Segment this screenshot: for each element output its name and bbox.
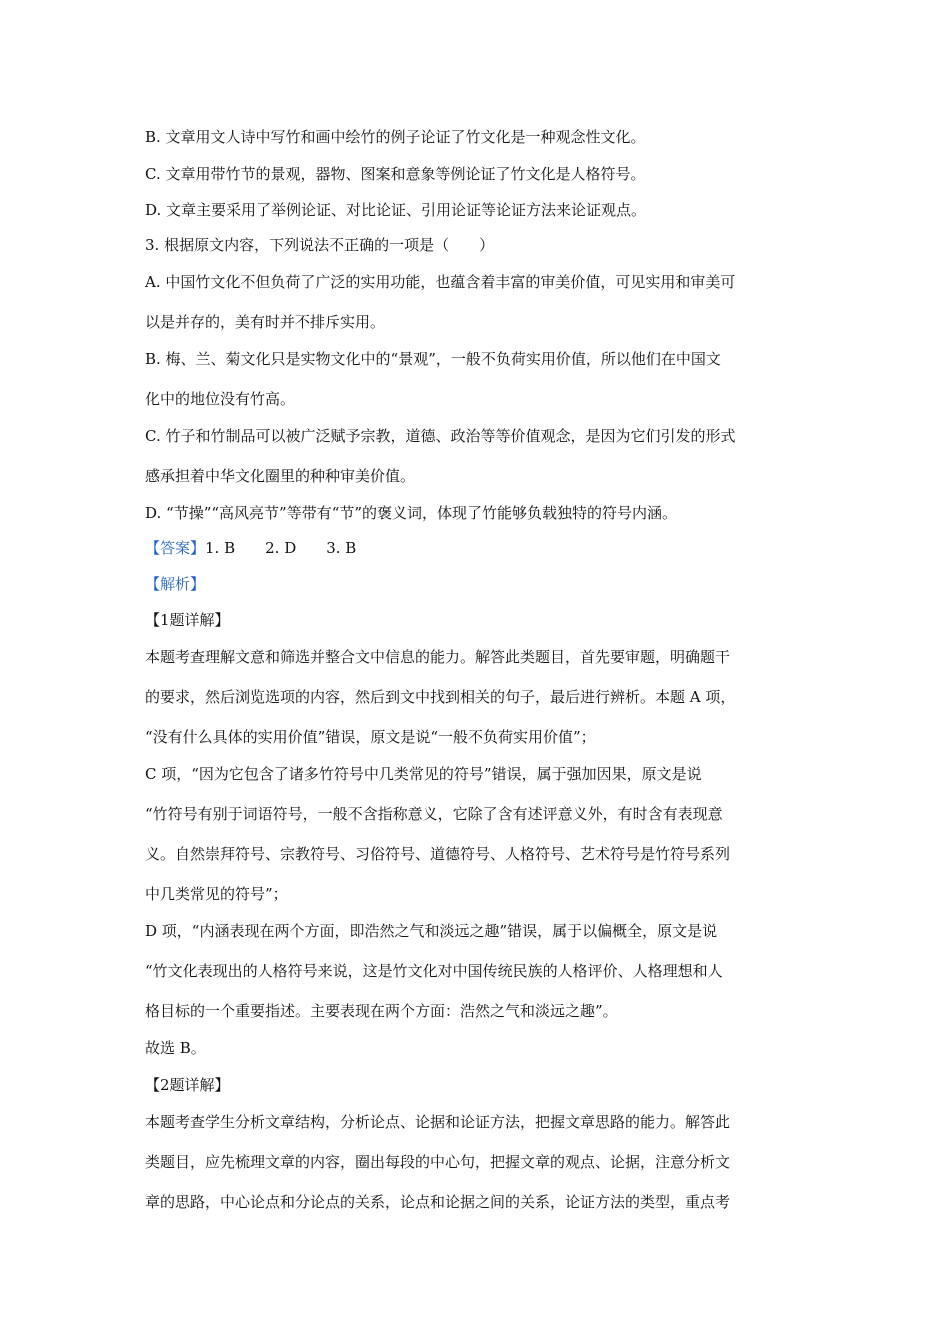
detail2-line1: 本题考查学生分析文章结构，分析论点、论据和论证方法，把握文章思路的能力。解答此 xyxy=(145,1113,731,1131)
answer-line xyxy=(145,538,356,558)
detail1-line2: 的要求，然后浏览选项的内容，然后到文中找到相关的句子，最后进行辨析。本题 A 项， xyxy=(145,688,736,706)
q2-option-c: C. 文章用带竹节的景观，器物、图案和意象等例论证了竹文化是人格符号。 xyxy=(145,165,646,183)
q3-option-d: D. “节操”“高风亮节”等带有“节”的褒义词，体现了竹能够负载独特的符号内涵。 xyxy=(145,504,678,522)
q2-option-d: D. 文章主要采用了举例论证、对比论证、引用论证等论证方法来论证观点。 xyxy=(145,201,647,219)
detail1-line5: “竹符号有别于词语符号，一般不含指称意义，它除了含有述评意义外，有时含有表现意 xyxy=(145,805,723,823)
detail2-heading: 【2题详解】 xyxy=(145,1076,230,1094)
detail1-line11: 故选 B。 xyxy=(145,1039,206,1057)
answer-tag: 【答案】 xyxy=(145,539,206,557)
q3-option-c-line1: C. 竹子和竹制品可以被广泛赋予宗教，道德、政治等等价值观念，是因为它们引发的形式 xyxy=(145,427,736,445)
q3-stem: 3. 根据原文内容，下列说法不正确的一项是（ ） xyxy=(145,236,495,254)
detail1-line1: 本题考查理解文意和筛选并整合文中信息的能力。解答此类题目，首先要审题，明确题干 xyxy=(145,648,731,666)
detail1-line3: “没有什么具体的实用价值”错误，原文是说“一般不负荷实用价值”； xyxy=(145,728,596,746)
q3-option-c-line2: 感承担着中华文化圈里的种种审美价值。 xyxy=(145,467,416,485)
detail1-line4: C 项，“因为它包含了诸多竹符号中几类常见的符号”错误，属于强加因果，原文是说 xyxy=(145,765,702,783)
detail1-line9: “竹文化表现出的人格符号来说，这是竹文化对中国传统民族的人格评价、人格理想和人 xyxy=(145,962,723,980)
detail2-line2: 类题目，应先梳理文章的内容，圈出每段的中心句，把握文章的观点、论据，注意分析文 xyxy=(145,1153,731,1171)
detail1-heading: 【1题详解】 xyxy=(145,611,230,629)
detail1-line8: D 项，“内涵表现在两个方面，即浩然之气和淡远之趣”错误，属于以偏概全，原文是说 xyxy=(145,922,718,940)
answer-text: 1. B 2. D 3. B xyxy=(205,539,357,557)
detail1-line6: 义。自然崇拜符号、宗教符号、习俗符号、道德符号、人格符号、艺术符号是竹符号系列 xyxy=(145,845,731,863)
q2-option-b: B. 文章用文人诗中写竹和画中绘竹的例子论证了竹文化是一种观念性文化。 xyxy=(145,128,646,146)
detail1-line7: 中几类常见的符号”； xyxy=(145,885,288,903)
q3-option-b-line2: 化中的地位没有竹高。 xyxy=(145,390,296,408)
analysis-tag: 【解析】 xyxy=(145,575,206,593)
detail2-line3: 章的思路，中心论点和分论点的关系，论点和论据之间的关系，论证方法的类型，重点考 xyxy=(145,1193,731,1211)
q3-option-a-line1: A. 中国竹文化不但负荷了广泛的实用功能，也蕴含着丰富的审美价值，可见实用和审美可 xyxy=(145,273,736,291)
q3-option-b-line1: B. 梅、兰、菊文化只是实物文化中的“景观”，一般不负荷实用价值，所以他们在中国文 xyxy=(145,350,721,368)
detail1-line10: 格目标的一个重要指述。主要表现在两个方面：浩然之气和淡远之趣”。 xyxy=(145,1002,618,1020)
q3-option-a-line2: 以是并存的，美有时并不排斥实用。 xyxy=(145,313,386,331)
